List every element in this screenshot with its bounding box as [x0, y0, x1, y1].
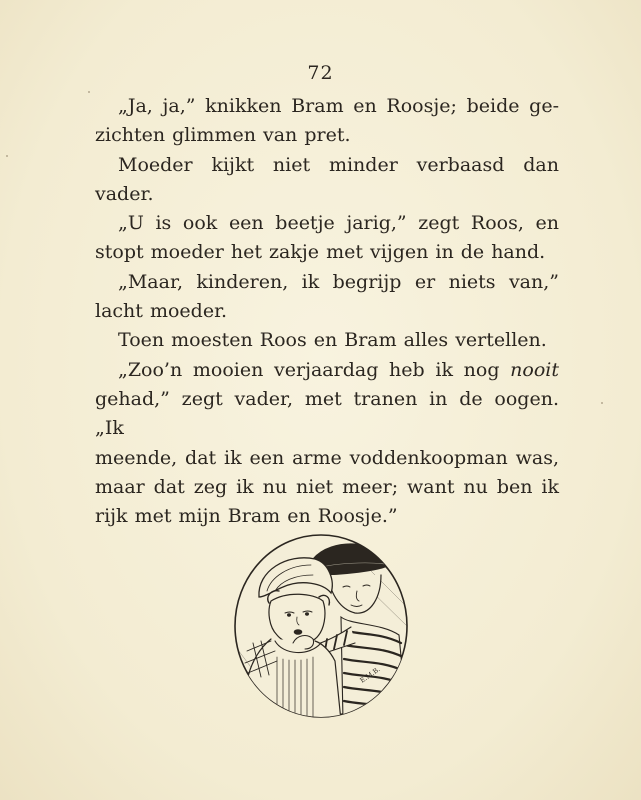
emphasized-word: nooit	[510, 358, 559, 381]
two-children-vignette-icon	[231, 531, 411, 721]
paper-speck	[6, 155, 8, 157]
text-line: zichten glimmen van pret.	[95, 124, 351, 147]
text-line: „U is ook een beetje jarig,” zegt Roos, en	[118, 212, 559, 235]
paper-speck	[601, 402, 603, 404]
text-line: lacht moeder.	[95, 300, 228, 323]
text-line	[95, 356, 559, 385]
text-line: „Maar, kinderen, ik begrijp er niets van,”	[118, 270, 559, 293]
text-fragment: „Zoo’n mooien verjaardag heb ik nog	[118, 358, 511, 381]
text-line: meende, dat ik een arme voddenkoopman was,	[95, 446, 559, 469]
paper-speck	[88, 91, 90, 93]
body-text	[95, 92, 559, 531]
text-line: Toen moesten Roos en Bram alles vertellen.	[118, 329, 547, 352]
text-line: gehad,” zegt vader, met tranen in de oogen. „Ik	[95, 387, 559, 440]
text-line: Moeder kijkt niet minder verbaasd dan vader.	[95, 153, 559, 205]
illustrator-monogram: E.M.B.	[358, 665, 382, 685]
text-line: stopt moeder het zakje met vijgen in de hand.	[95, 241, 546, 264]
text-line: rijk met mijn Bram en Roosje.”	[95, 505, 398, 528]
text-line: maar dat zeg ik nu niet meer; want nu ben ik	[95, 475, 559, 498]
text-line: „Ja, ja,” knikken Bram en Roosje; beide ge-	[118, 95, 559, 117]
page-number: 72	[307, 62, 334, 84]
